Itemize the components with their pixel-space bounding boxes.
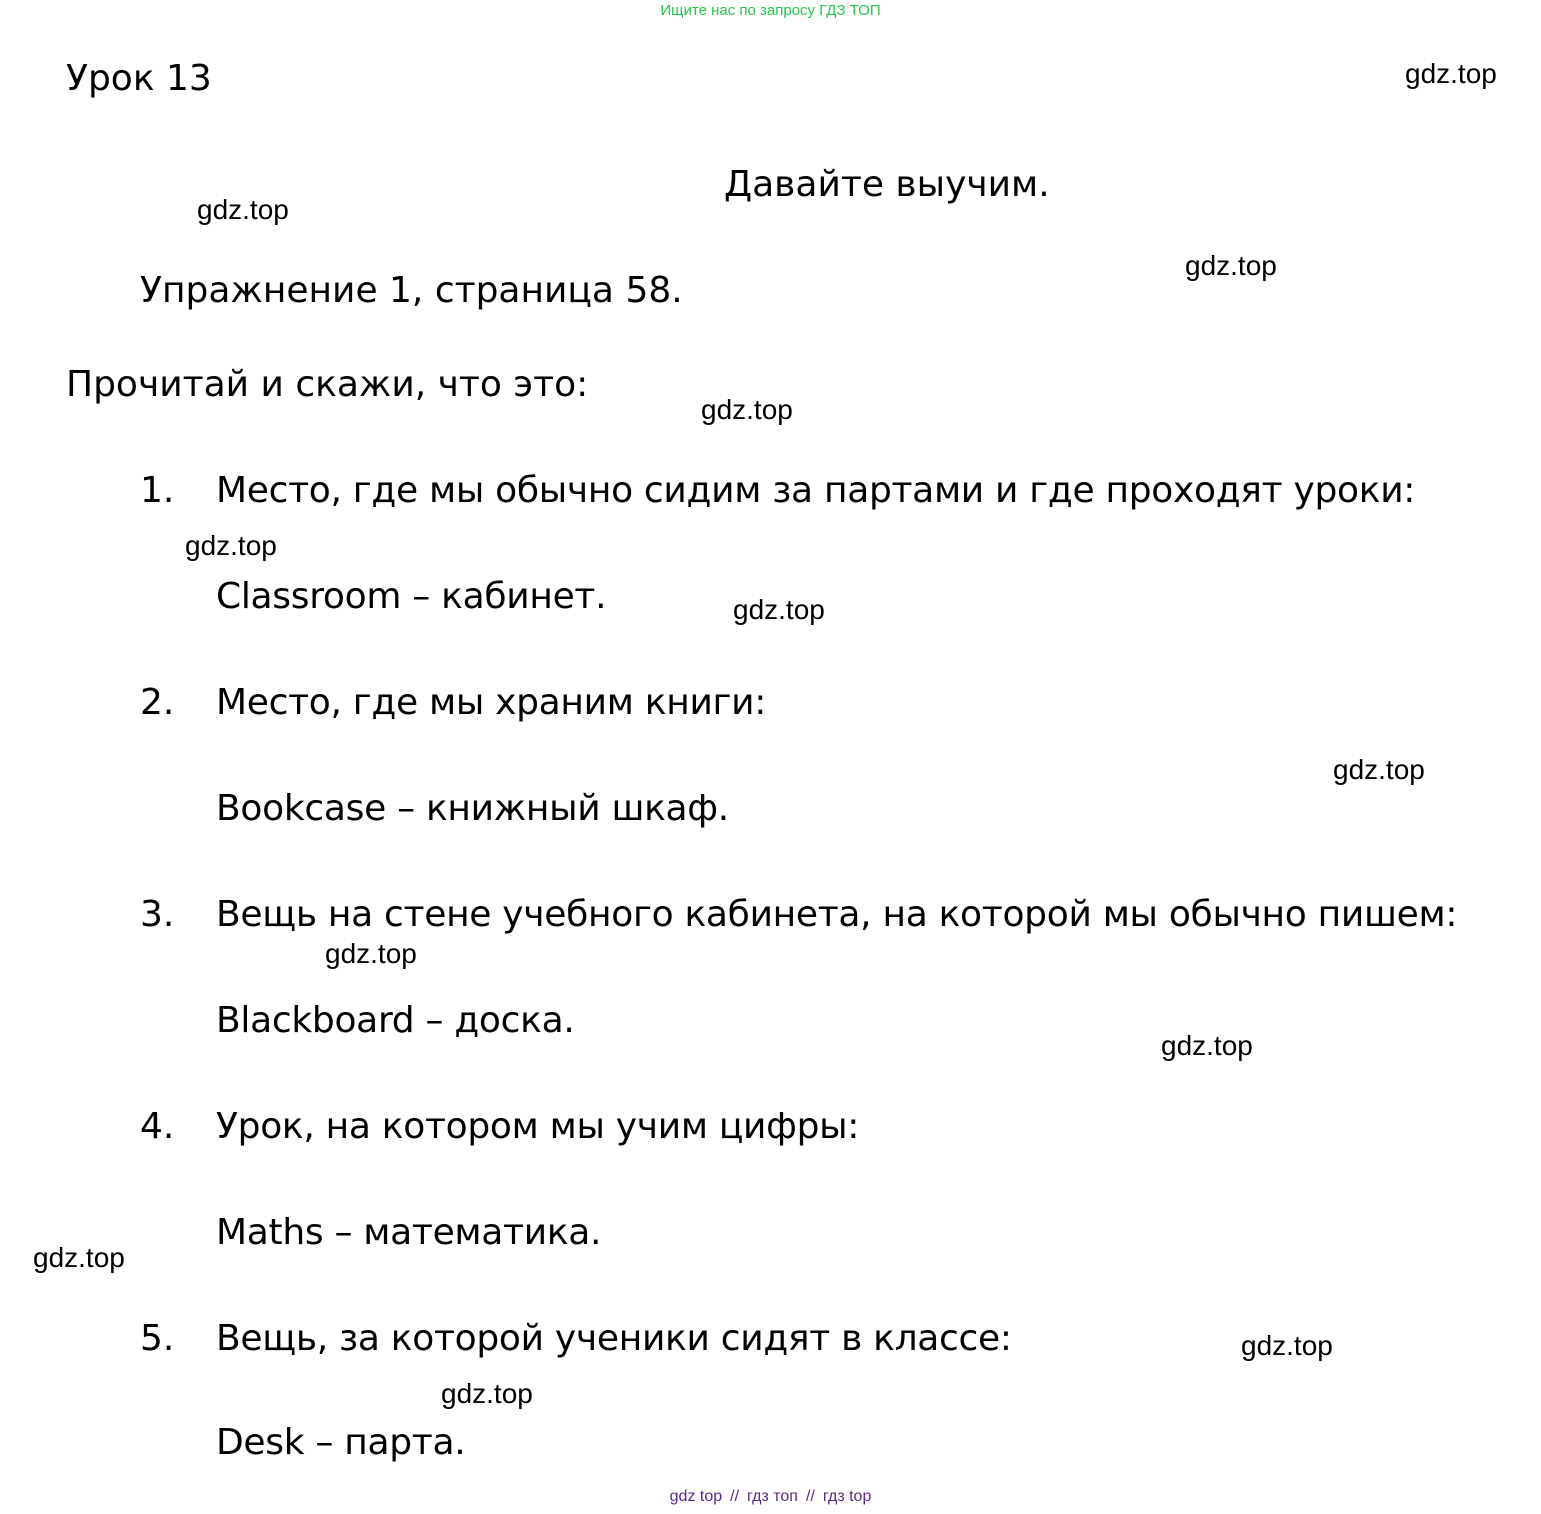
watermark: gdz.top bbox=[1241, 1330, 1333, 1361]
item-number: 4. bbox=[140, 1106, 175, 1147]
watermark: gdz.top bbox=[197, 194, 289, 225]
watermark: gdz.top bbox=[1405, 58, 1497, 89]
watermark: gdz.top bbox=[1333, 754, 1425, 785]
watermark: gdz.top bbox=[701, 394, 793, 425]
section-title: Давайте выучим. bbox=[724, 164, 1050, 205]
item-answer: Classroom – кабинет. bbox=[216, 576, 607, 617]
instruction: Прочитай и скажи, что это: bbox=[66, 364, 589, 405]
watermark: gdz.top bbox=[325, 938, 417, 969]
watermark: gdz.top bbox=[733, 594, 825, 625]
lesson-title: Урок 13 bbox=[66, 58, 212, 99]
watermark: gdz.top bbox=[33, 1242, 125, 1273]
watermark: gdz.top bbox=[1185, 250, 1277, 281]
item-answer: Blackboard – доска. bbox=[216, 1000, 575, 1041]
watermark: gdz.top bbox=[185, 530, 277, 561]
item-question: Урок, на котором мы учим цифры: bbox=[216, 1106, 860, 1147]
footer-links bbox=[0, 1488, 1541, 1506]
footer-link[interactable]: гдз топ bbox=[747, 1488, 798, 1505]
exercise-reference: Упражнение 1, страница 58. bbox=[140, 270, 683, 311]
footer-separator: // bbox=[730, 1488, 740, 1505]
item-number: 3. bbox=[140, 894, 175, 935]
item-number: 2. bbox=[140, 682, 175, 723]
watermark: gdz.top bbox=[441, 1378, 533, 1409]
item-answer: Desk – парта. bbox=[216, 1422, 466, 1463]
watermark: gdz.top bbox=[1161, 1030, 1253, 1061]
item-question: Вещь на стене учебного кабинета, на которой мы обычно пишем: bbox=[216, 894, 1458, 935]
footer-link[interactable]: гдз top bbox=[822, 1488, 872, 1505]
item-question: Место, где мы храним книги: bbox=[216, 682, 767, 723]
item-number: 5. bbox=[140, 1318, 175, 1359]
search-banner: Ищите нас по запросу ГДЗ ТОП bbox=[660, 2, 881, 19]
item-answer: Bookcase – книжный шкаф. bbox=[216, 788, 729, 829]
footer-link[interactable]: gdz top bbox=[669, 1488, 723, 1505]
item-number: 1. bbox=[140, 470, 175, 511]
item-question: Вещь, за которой ученики сидят в классе: bbox=[216, 1318, 1012, 1359]
footer-separator: // bbox=[805, 1488, 815, 1505]
item-answer: Maths – математика. bbox=[216, 1212, 602, 1253]
item-question: Место, где мы обычно сидим за партами и где проходят уроки: bbox=[216, 470, 1416, 511]
